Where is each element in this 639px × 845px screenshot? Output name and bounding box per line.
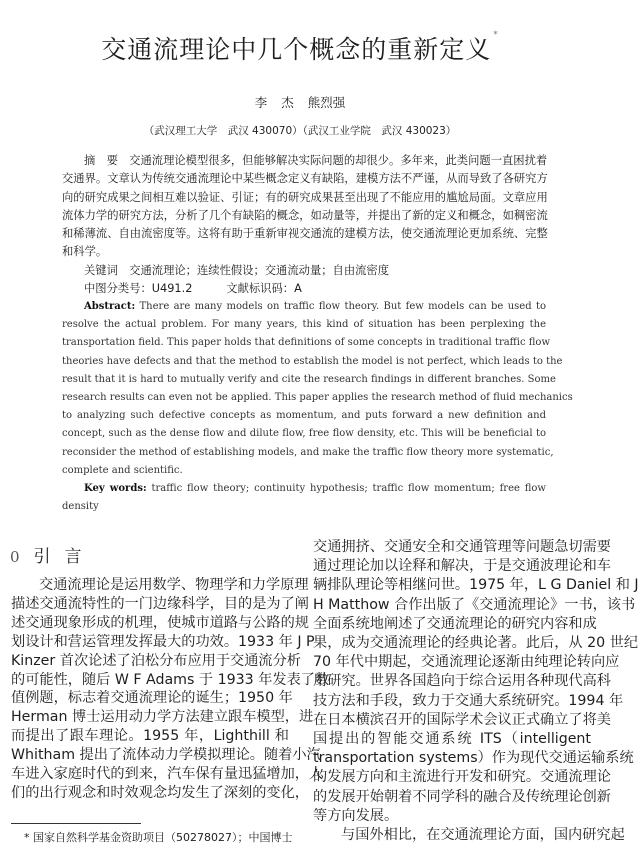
- abstract-en-line: resolve the actual problem. For many years, this kind of situation has been perplexing the: [62, 319, 546, 331]
- body-line: 而提出了跟车理论。1955 年，Lighthill 和: [11, 728, 289, 745]
- abstract-en-line: [62, 298, 546, 316]
- keywords-en-text: traffic flow theory; continuity hypothesis; traffic flow momentum; free flow: [151, 483, 546, 495]
- body-line: 交通拥挤、交通安全和交通管理等问题急切需要: [313, 539, 611, 555]
- footnote-mark: *: [493, 30, 499, 40]
- abstract-en: [62, 298, 573, 516]
- abstract-en-line: theories have defects and that the method to establish the model is not perfect, which leads to the: [62, 355, 563, 367]
- abstract-cn: [62, 152, 546, 298]
- body-line: 等方向发展。: [313, 807, 399, 824]
- body-line: 车进入家庭时代的到来，汽车保有量迅猛增加，人: [11, 766, 324, 783]
- abstract-cn-line: 和科学。: [62, 245, 108, 259]
- body-line: 描述交通流特性的一门边缘科学，目的是为了阐: [11, 595, 309, 612]
- abstract-en-line: concept, such as the dense flow and dilute flow, free flow density, etc. This will be beneficial to: [62, 428, 546, 440]
- abstract-en-line: research results can even not be applied. This paper applies the research method of fluid mechanics: [62, 392, 573, 404]
- body-line: 的发展开始朝着不同学科的融合及传统理论创新: [313, 788, 611, 805]
- body-line: 划设计和营运管理发挥最大的功效。1933 年 J P: [11, 633, 315, 650]
- body-line: 的可能性，随后 W F Adams 于 1933 年发表了数: [11, 671, 330, 688]
- abstract-cn-line: 流体力学的研究方法，分析了几个有缺陷的概念，如动量等，并提出了新的定义和概念，如稠密流: [62, 208, 548, 222]
- abstract-cn-line: 摘 要 交通流理论模型很多，但能够解决实际问题的却很少。多年来，此类问题一直困扰着: [84, 154, 548, 167]
- abstract-cn-line: 和稀薄流、自由流密度等。这将有助于重新审视交通流的建模方法，使交通流理论更加系统、完整: [62, 227, 548, 241]
- body-line: transportation systems）作为现代交通运输系统: [313, 750, 634, 767]
- keywords-cn: 关键词 交通流理论；连续性假设；交通流动量；自由流密度: [84, 263, 390, 277]
- body-line: 述交通现象形成的机理，使城市道路与公路的规: [11, 614, 309, 631]
- body-line: Kinzer 首次论述了泊松分布应用于交通流分析: [11, 652, 301, 669]
- title-text: 交通流理论中几个概念的重新定义: [101, 35, 492, 64]
- paper-title: [0, 30, 600, 66]
- section-number: 0: [10, 548, 20, 566]
- body-line: 们的出行观念和时效观念均发生了深刻的变化，: [11, 784, 309, 801]
- body-line: 通过理论加以诠释和解决，于是交通波理论和车: [313, 558, 611, 575]
- abstract-cn-line: 向的研究成果之间相互难以验证、引证；有的研究成果甚至出现了不能应用的尴尬局面。文章应用: [62, 190, 548, 204]
- left-column: [11, 576, 330, 803]
- keywords-en-line: density: [62, 501, 99, 513]
- body-line: Whitham 提出了流体动力学模拟理论。随着小汽: [11, 747, 321, 764]
- abstract-en-line: complete and scientific.: [62, 464, 183, 476]
- abstract-en-text: There are many models on traffic flow theory. But few models can be used to: [139, 301, 546, 312]
- body-line: 全面系统地阐述了交通流理论的研究内容和成: [313, 615, 597, 632]
- body-line: Herman 博士运用动力学方法建立跟车模型，进: [11, 709, 314, 726]
- body-line: 值例题，标志着交通流理论的诞生；1950 年: [11, 690, 293, 707]
- keywords-en-line: [62, 480, 546, 498]
- body-line: 辆排队理论等相继问世。1975 年，L G Daniel 和 J: [313, 577, 639, 594]
- body-line: H Matthow 合作出版了《交通流理论》一书，该书: [313, 596, 636, 613]
- affiliations: （武汉理工大学 武汉 430070）（武汉工业学院 武汉 430023）: [143, 125, 457, 137]
- right-column: [313, 538, 639, 845]
- body-line: 在日本横滨召开的国际学术会议正式确立了将美: [313, 711, 611, 728]
- abstract-cn-line: 交通界。文章认为传统交通流理论中某些概念定义有缺陷，建模方法不严谨，从而导致了各研究方: [62, 172, 548, 186]
- body-line: 技方法和手段，致力于交通大系统研究。1994 年: [313, 692, 624, 709]
- section-title: 引言: [33, 547, 96, 567]
- authors: 李 杰 熊烈强: [254, 95, 346, 110]
- body-line: 与国外相比，在交通流理论方面，国内研究起: [341, 827, 625, 844]
- body-line: 国提出的智能交通系统 ITS（intelligent: [313, 731, 591, 748]
- classification: 中图分类号：U491.2 文献标识码：A: [84, 282, 302, 296]
- section-heading: [10, 542, 96, 567]
- body-line: 的发展方向和主流进行开发和研究。交通流理论: [313, 769, 611, 786]
- body-line: 70 年代中期起，交通流理论逐渐由纯理论转向应: [313, 654, 620, 671]
- abstract-label: Abstract:: [84, 301, 136, 312]
- abstract-en-line: reconsider the method of establishing models, and make the traffic flow theory more systematic,: [62, 446, 554, 458]
- body-line: 用研究。世界各国趋向于综合运用各种现代高科: [313, 673, 611, 690]
- body-line: 果，成为交通流理论的经典论著。此后，从 20 世纪: [313, 635, 639, 652]
- abstract-en-line: result that it is hard to mutually verify and cite the research findings in different branches. Some: [62, 373, 556, 385]
- abstract-en-line: to analyzing such defective concepts as momentum, and puts forward a new definition and: [62, 410, 546, 422]
- footnote: * 国家自然科学基金资助项目（50278027）；中国博士: [24, 831, 293, 844]
- keywords-en-label: Key words:: [84, 483, 147, 495]
- footnote-divider: [11, 823, 141, 824]
- abstract-en-line: transportation field. This paper holds that definitions of some concepts in traditional traffic flow: [62, 337, 551, 349]
- body-line: 交通流理论是运用数学、物理学和力学原理: [39, 577, 309, 593]
